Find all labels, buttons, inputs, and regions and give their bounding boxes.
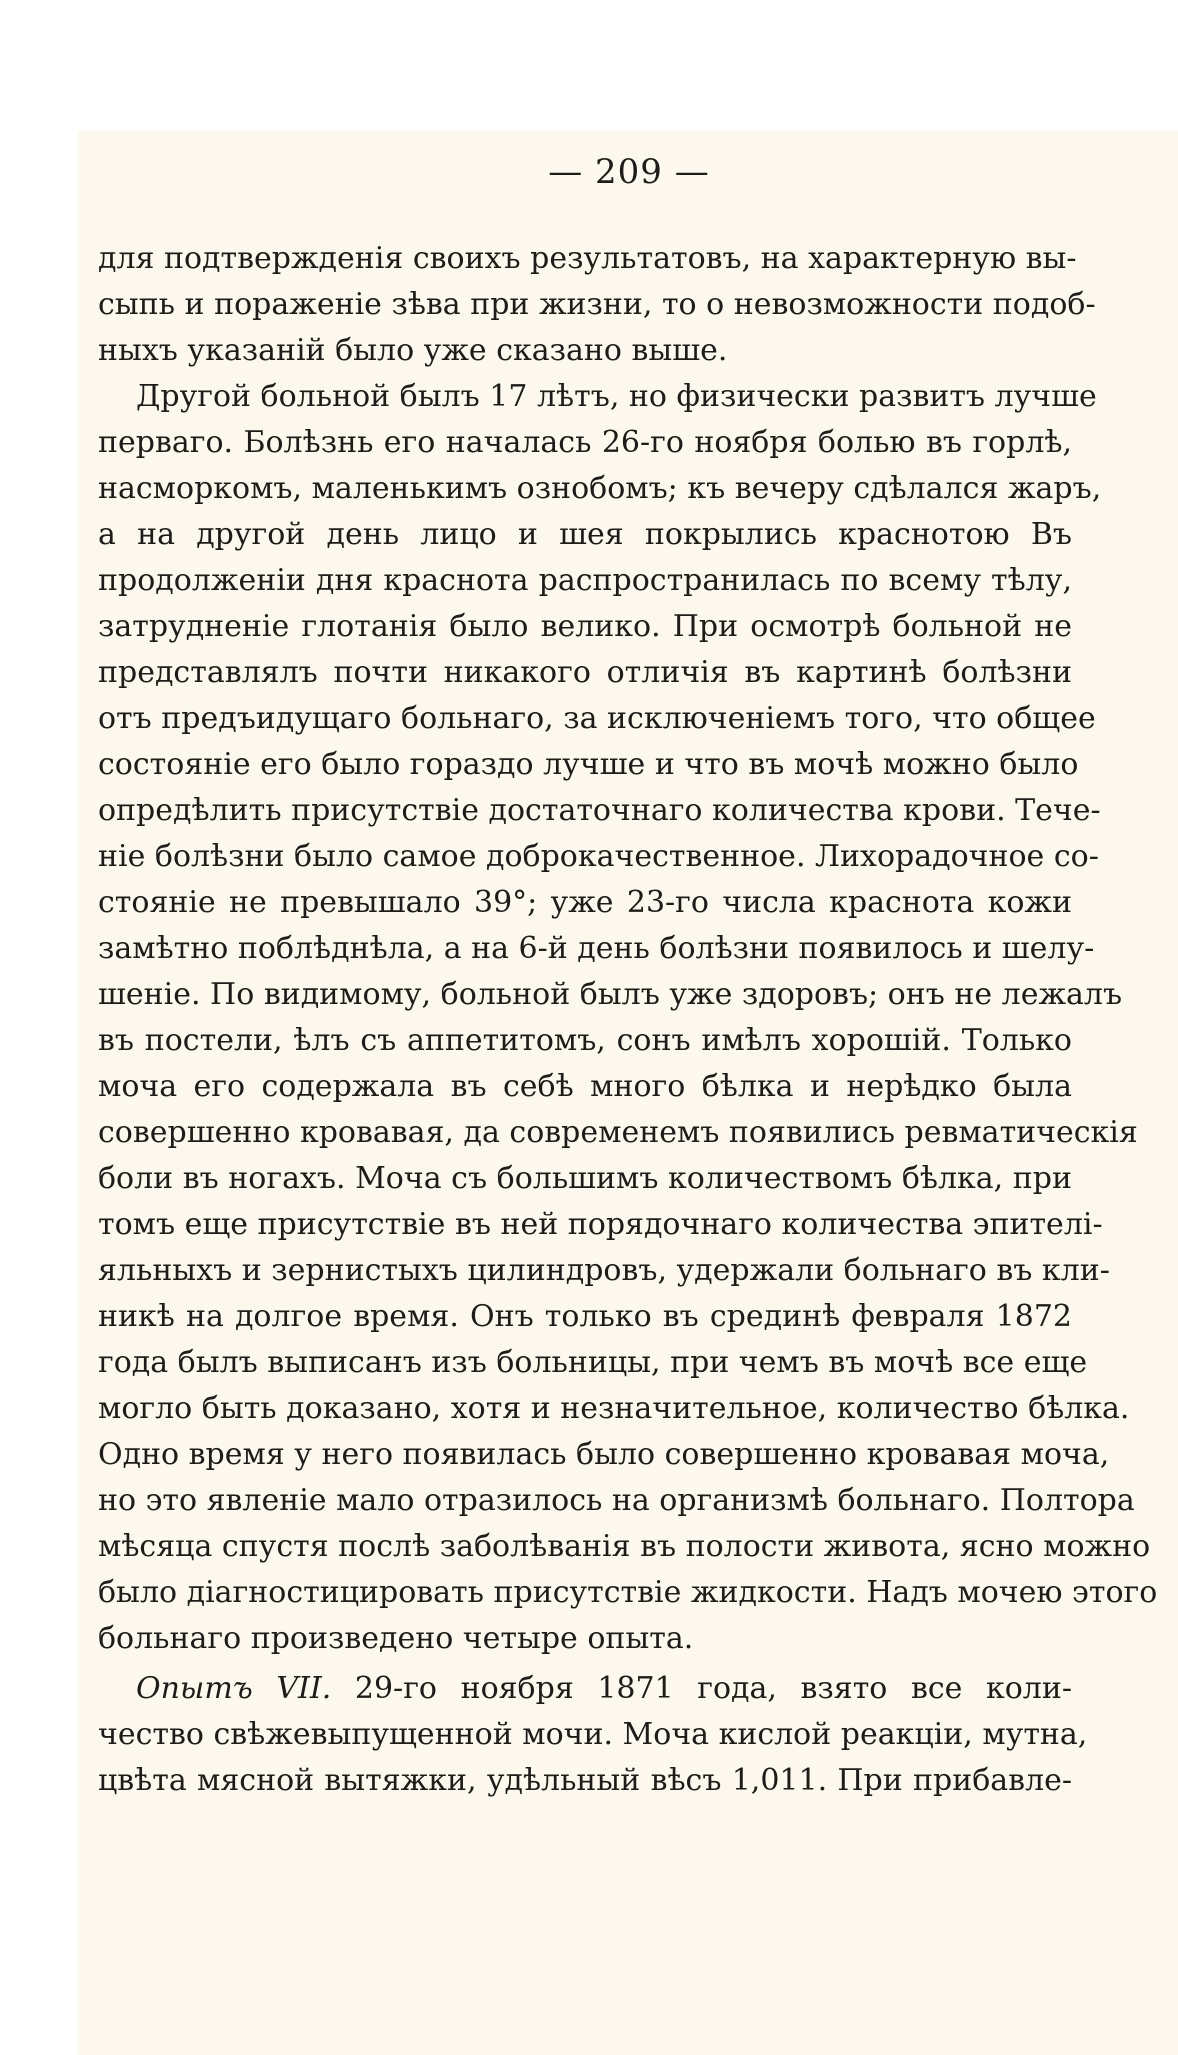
experiment-label: Опытъ VII. xyxy=(136,1671,332,1706)
experiment-line xyxy=(98,1670,1072,1708)
text-line: могло быть доказано, хотя и незначительное, количество бѣлка. xyxy=(98,1391,1130,1426)
text-line: было діагностицировать присутствіе жидкости. Надъ мочею этого xyxy=(98,1575,1158,1610)
text-line: ныхъ указаній было уже сказано выше. xyxy=(98,333,728,368)
scanned-page xyxy=(78,130,1178,2055)
text-line: яльныхъ и зернистыхъ цилиндровъ, удержали больнаго въ кли- xyxy=(98,1253,1110,1288)
text-line: шеніе. По видимому, больной былъ уже здоровъ; онъ не лежалъ xyxy=(98,977,1123,1012)
text-line: въ постели, ѣлъ съ аппетитомъ, сонъ имѣлъ хорошій. Только xyxy=(98,1023,1072,1058)
text-line: продолженіи дня краснота распространилась по всему тѣлу, xyxy=(98,563,1072,598)
text-line: Другой больной былъ 17 лѣтъ, но физически развитъ лучше xyxy=(136,379,1097,414)
text-line: для подтвержденія своихъ результатовъ, на характерную вы- xyxy=(98,241,1077,276)
text-line: совершенно кровавая, да современемъ появились ревматическія xyxy=(98,1115,1138,1150)
text-line: цвѣта мясной вытяжки, удѣльный вѣсъ 1,011. При прибавле- xyxy=(98,1763,1072,1798)
text-line: стояніе не превышало 39°; уже 23-го числа краснота кожи xyxy=(98,885,1072,920)
experiment-text: 29-го ноября 1871 года, взято все коли- xyxy=(331,1671,1072,1706)
text-line: перваго. Болѣзнь его началась 26-го ноября болью въ горлѣ, xyxy=(98,425,1072,460)
text-line: ніе болѣзни было самое доброкачественное. Лихорадочное со- xyxy=(98,839,1099,874)
text-line: состояніе его было гораздо лучше и что въ мочѣ можно было xyxy=(98,747,1079,782)
page-number: — 209 — xyxy=(548,152,710,192)
text-line: отъ предъидущаго больнаго, за исключеніемъ того, что общее xyxy=(98,701,1096,736)
text-line: сыпь и пораженіе зѣва при жизни, то о невозможности подоб- xyxy=(98,287,1096,322)
text-line: представлялъ почти никакого отличія въ картинѣ болѣзни xyxy=(98,655,1072,690)
text-line: а на другой день лицо и шея покрылись краснотою Въ xyxy=(98,517,1072,552)
text-line: томъ еще присутствіе въ ней порядочнаго количества эпителі- xyxy=(98,1207,1103,1242)
text-line: опредѣлить присутствіе достаточнаго количества крови. Тече- xyxy=(98,793,1101,828)
text-line: моча его содержала въ себѣ много бѣлка и нерѣдко была xyxy=(98,1069,1072,1104)
text-line: Одно время у него появилась было совершенно кровавая моча, xyxy=(98,1437,1110,1472)
text-line: года былъ выписанъ изъ больницы, при чемъ въ мочѣ все еще xyxy=(98,1345,1088,1380)
text-line: насморкомъ, маленькимъ ознобомъ; къ вечеру сдѣлался жаръ, xyxy=(98,471,1102,506)
text-line: никѣ на долгое время. Онъ только въ срединѣ февраля 1872 xyxy=(98,1299,1072,1334)
text-line: замѣтно поблѣднѣла, а на 6-й день болѣзни появилось и шелу- xyxy=(98,931,1095,966)
text-line: затрудненіе глотанія было велико. При осмотрѣ больной не xyxy=(98,609,1072,644)
text-line: мѣсяца спустя послѣ заболѣванія въ полости живота, ясно можно xyxy=(98,1529,1151,1564)
text-line: боли въ ногахъ. Моча съ большимъ количествомъ бѣлка, при xyxy=(98,1161,1072,1196)
text-line: чество свѣжевыпущенной мочи. Моча кислой реакціи, мутна, xyxy=(98,1717,1088,1752)
text-line: больнаго произведено четыре опыта. xyxy=(98,1621,694,1656)
text-line: но это явленіе мало отразилось на организмѣ больнаго. Полтора xyxy=(98,1483,1135,1518)
